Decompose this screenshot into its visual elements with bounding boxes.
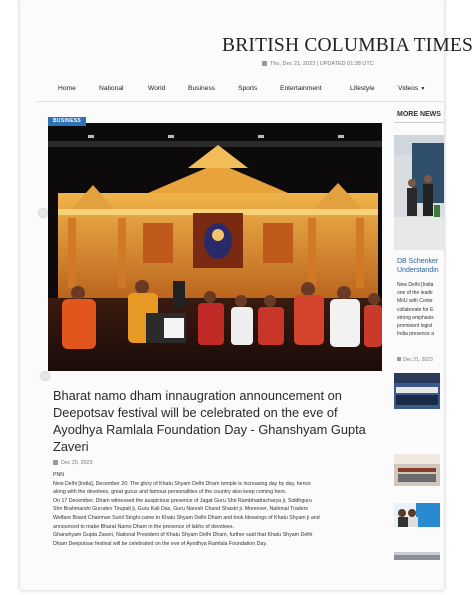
more-news-title: MORE NEWS	[397, 111, 441, 118]
body-line: Shri Brahmarshi Gurudev Tirupati ji, Guru Kali Das, Guru Naresh Chand Shastri ji. Moreover, National Traders	[53, 506, 309, 513]
nav-entertainment[interactable]: Entertainment	[280, 85, 322, 92]
hero-image[interactable]	[48, 123, 382, 371]
nav-videos-label: Videos	[398, 85, 419, 92]
article-body	[53, 471, 403, 548]
meeting-photo	[394, 135, 444, 250]
excerpt-line: strong emphasis	[397, 314, 434, 321]
nav-home[interactable]: Home	[58, 85, 76, 92]
excerpt-line: collaborate for E	[397, 306, 434, 313]
event-photo	[394, 503, 440, 527]
body-line: Ghanshyam Gupta Zaveri, National President of Khatu Shyam Delhi Dham, further said that Khatu Shyam Delhi	[53, 532, 313, 539]
body-line: announced to make Bharat Namo Dham in the presence of lakhs of devotees.	[53, 523, 234, 530]
nav-lifestyle[interactable]: Lifestyle	[350, 85, 375, 92]
body-line: New Delhi [India], December 20: The glory of Khatu Shyam Delhi Dham temple is increasing day by day, hence	[53, 480, 312, 487]
nav-sports[interactable]: Sports	[238, 85, 258, 92]
article-date-text: Dec 20, 2023	[61, 460, 93, 466]
excerpt-line: India presence a	[397, 331, 434, 338]
sidebar-headline-line: DB Schenker	[397, 258, 439, 265]
sidebar-headline-line: Understandin	[397, 267, 439, 274]
main-nav	[36, 77, 444, 102]
dateline-text: Thu, Dec 21, 2023 | UPDATED 01:38 UTC	[270, 61, 374, 67]
excerpt-line: New Delhi [India	[397, 282, 434, 288]
article-paragraph	[53, 497, 403, 531]
calendar-icon	[262, 61, 267, 66]
sidebar-thumbnail[interactable]	[394, 547, 440, 555]
excerpt-line: one of the leadir	[397, 290, 433, 297]
sidebar-excerpt	[397, 281, 444, 338]
page	[20, 0, 473, 590]
dateline	[262, 61, 374, 67]
calendar-icon	[53, 460, 58, 465]
category-badge[interactable]: BUSINESS	[48, 117, 86, 126]
sidebar-thumbnail[interactable]	[394, 503, 440, 527]
sidebar-thumbnail[interactable]	[394, 135, 444, 250]
body-line: along with the devotees, great gurus and famous personalities of the country also keep coming here.	[53, 489, 287, 496]
sidebar-thumbnail[interactable]	[394, 373, 440, 409]
excerpt-line: prominent logist	[397, 323, 433, 330]
excerpt-line: MoU with Conte	[397, 298, 433, 305]
article-source: PNN	[53, 472, 65, 478]
temple-stage-photo	[48, 123, 382, 371]
chevron-down-icon: ▼	[420, 86, 426, 92]
sidebar-date-text: Dec 21, 2023	[403, 357, 433, 363]
sidebar-headline[interactable]	[397, 257, 444, 275]
body-line: Dham Deepotsav festival will be celebrated on the eve of Ayodhya Ramlala Foundation Day.	[53, 540, 268, 547]
article-headline: Bharat namo dham innaugration announcement on Deepotsav festival will be celebrated on the eve of Ayodhya Ramlala Foundation Day - Ghanshyam Gupta Zaveri	[53, 387, 366, 454]
nav-business[interactable]: Business	[188, 85, 216, 92]
article-date	[53, 460, 93, 466]
nav-videos[interactable]	[398, 85, 425, 92]
sidebar-date	[397, 357, 433, 363]
article-paragraph	[53, 480, 403, 497]
carousel-dot[interactable]	[39, 209, 47, 217]
carousel-dot[interactable]	[41, 372, 49, 380]
calendar-icon	[397, 357, 401, 361]
sidebar-thumbnail[interactable]	[394, 454, 440, 486]
site-title[interactable]: BRITISH COLUMBIA TIMES	[222, 35, 473, 56]
body-line: On 17 December, Dham witnessed the auspicious presence of Jagat Guru Shri Rambhadracharya ji, Siddhguru	[53, 497, 312, 504]
group-photo	[394, 373, 440, 409]
conference-hall-photo	[394, 454, 440, 486]
nav-world[interactable]: World	[148, 85, 166, 92]
divider	[394, 122, 444, 123]
news-photo	[394, 552, 440, 560]
body-line: Welfare Board Chairman Sunil Singhi came to Khatu Shyam Delhi Dham and took blessings of Khatu Shyam ji and	[53, 514, 320, 521]
article-paragraph	[53, 531, 403, 548]
nav-national[interactable]: National	[99, 85, 124, 92]
